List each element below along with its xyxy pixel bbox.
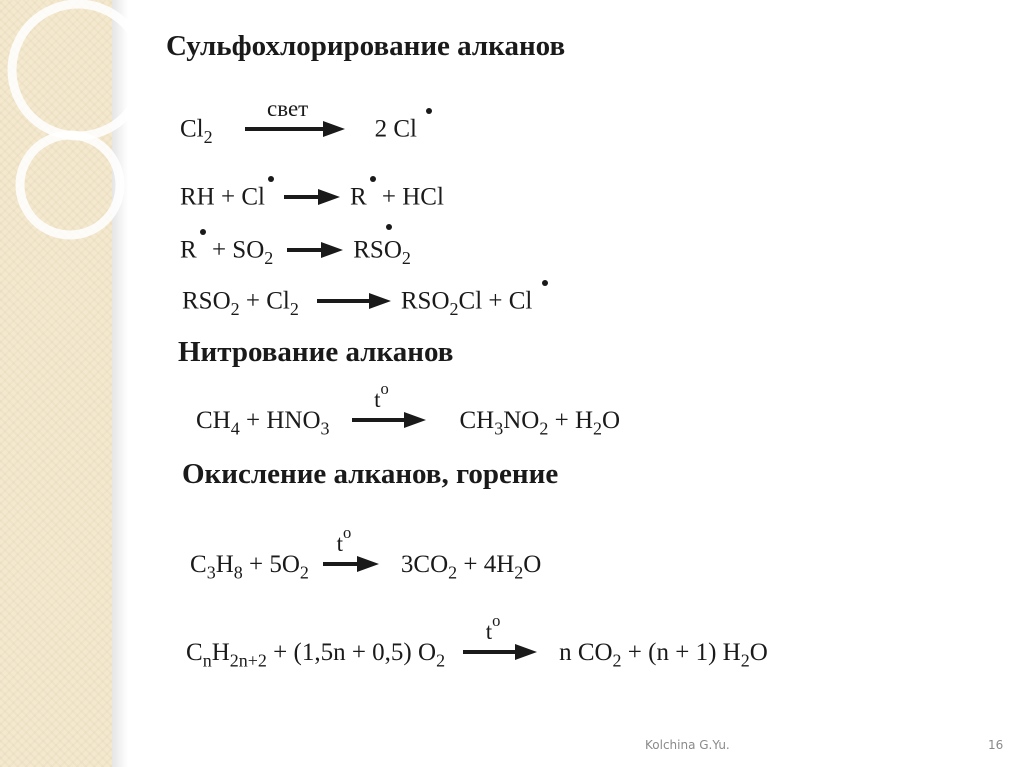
- reaction-arrow: [317, 297, 391, 305]
- reaction-arrow: [284, 193, 340, 201]
- condition-light: свет: [267, 95, 309, 121]
- condition-temperature: $t^o$: [374, 378, 389, 412]
- reaction-arrow: [245, 95, 345, 133]
- equation-5: $CH_4 + HNO_3$ $t^o$ $CH_3NO_2 + H_2O$: [196, 378, 621, 439]
- equation-3: $R + SO_2$ $RSO_2$: [180, 224, 411, 263]
- page-number: 16: [988, 738, 1004, 752]
- radical-dot: [268, 176, 274, 182]
- decorative-rings: [0, 0, 140, 260]
- condition-temperature: $t^o$: [336, 522, 352, 556]
- equation-2: RH + Cl R + HCl: [180, 176, 444, 210]
- condition-temperature: $t^o$: [485, 610, 501, 644]
- radical-dot: [200, 229, 206, 235]
- reaction-arrow: [287, 246, 343, 254]
- reaction-arrow: [352, 378, 426, 424]
- radical-dot: [370, 176, 376, 182]
- reaction-arrow: [323, 522, 379, 568]
- equation-7: $C_nH_{2n+2} + (1,5n + 0,5)$ $O_2$ $t^o$ n $CO_2 + (n + 1)$ $H_2O$: [186, 610, 768, 671]
- radical-dot: [542, 280, 548, 286]
- footer-author: Kolchina G.Yu.: [645, 738, 730, 752]
- equation-6: $C_3H_8 + 5O_2$ $t^o$ $3CO_2 + 4H_2O$: [190, 522, 542, 583]
- equation-4: $RSO_2 + Cl_2$ $RSO_2Cl + Cl$: [182, 280, 548, 314]
- title-oxidation: Окисление алканов, горение: [182, 458, 559, 490]
- equation-1: $Cl_2$ свет 2 Cl: [180, 108, 432, 142]
- radical-dot: [386, 224, 392, 230]
- reaction-arrow: [463, 610, 537, 656]
- radical-dot: [426, 108, 432, 114]
- title-sulfochlorination: Сульфохлорирование алканов: [166, 30, 566, 62]
- title-nitration: Нитрование алканов: [178, 336, 454, 368]
